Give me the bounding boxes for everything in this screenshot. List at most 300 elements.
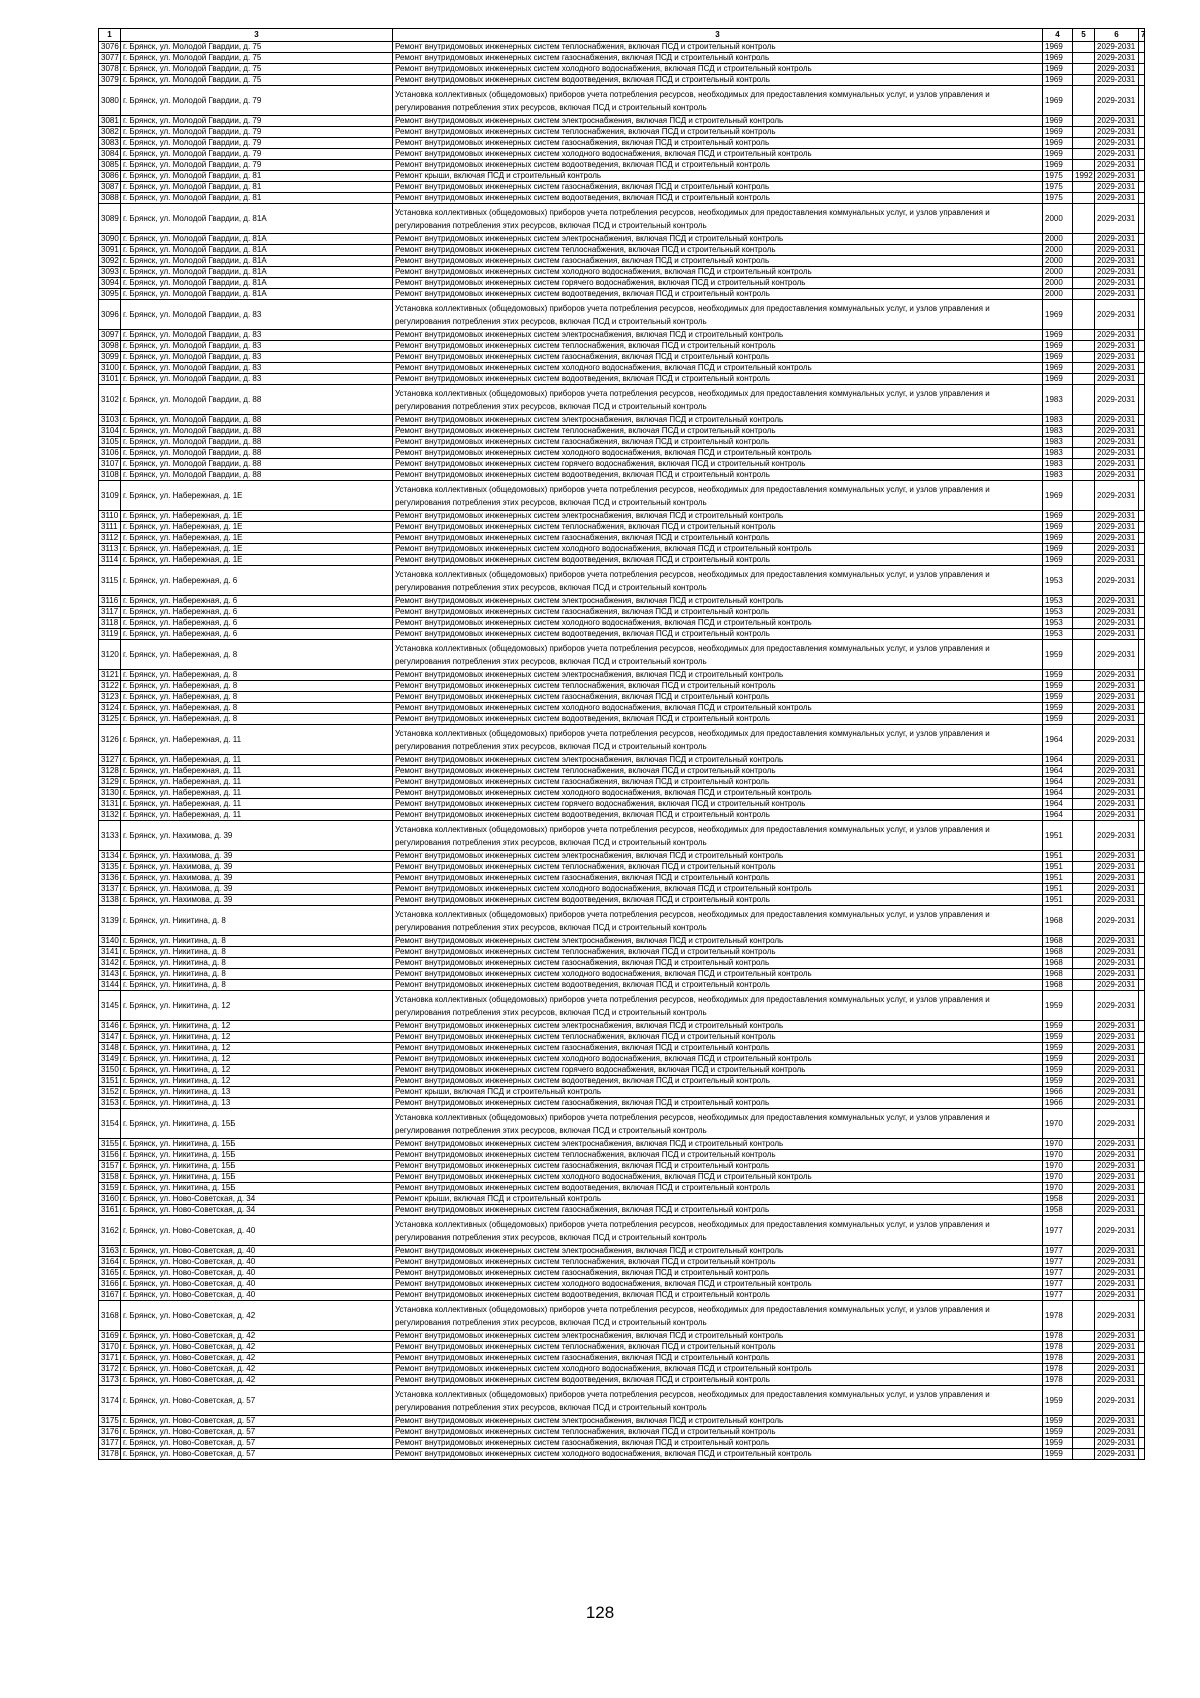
row-work-type: Ремонт внутридомовых инженерных систем холодного водоснабжения, включая ПСД и строительный контроль bbox=[393, 884, 1043, 895]
table-row bbox=[99, 193, 1145, 204]
row-address: г. Брянск, ул. Нахимова, д. 39 bbox=[121, 821, 393, 851]
table-row bbox=[99, 596, 1145, 607]
table-row bbox=[99, 1161, 1145, 1172]
row-number: 3135 bbox=[99, 862, 121, 873]
row-repair-year bbox=[1073, 341, 1095, 352]
row-address: г. Брянск, ул. Ново-Советская, д. 57 bbox=[121, 1449, 393, 1460]
row-period: 2029-2031 bbox=[1095, 116, 1139, 127]
row-build-year: 1968 bbox=[1043, 969, 1073, 980]
row-build-year: 1959 bbox=[1043, 703, 1073, 714]
row-col-7 bbox=[1139, 138, 1145, 149]
table-row bbox=[99, 64, 1145, 75]
row-number: 3084 bbox=[99, 149, 121, 160]
row-work-type: Ремонт внутридомовых инженерных систем холодного водоснабжения, включая ПСД и строительный контроль bbox=[393, 969, 1043, 980]
table-row bbox=[99, 415, 1145, 426]
row-col-7 bbox=[1139, 555, 1145, 566]
table-row bbox=[99, 1427, 1145, 1438]
table-header-row bbox=[99, 29, 1145, 42]
row-number: 3122 bbox=[99, 681, 121, 692]
table-row bbox=[99, 799, 1145, 810]
row-work-type: Ремонт внутридомовых инженерных систем газоснабжения, включая ПСД и строительный контроль bbox=[393, 777, 1043, 788]
table-row bbox=[99, 1098, 1145, 1109]
table-row bbox=[99, 1257, 1145, 1268]
table-row bbox=[99, 936, 1145, 947]
row-repair-year bbox=[1073, 245, 1095, 256]
row-build-year: 1970 bbox=[1043, 1150, 1073, 1161]
row-repair-year bbox=[1073, 470, 1095, 481]
row-period: 2029-2031 bbox=[1095, 341, 1139, 352]
row-repair-year bbox=[1073, 437, 1095, 448]
row-col-7 bbox=[1139, 267, 1145, 278]
row-period: 2029-2031 bbox=[1095, 895, 1139, 906]
row-repair-year bbox=[1073, 1375, 1095, 1386]
row-repair-year bbox=[1073, 1353, 1095, 1364]
table-row bbox=[99, 374, 1145, 385]
row-col-7 bbox=[1139, 1268, 1145, 1279]
row-build-year: 1983 bbox=[1043, 426, 1073, 437]
row-address: г. Брянск, ул. Никитина, д. 15Б bbox=[121, 1161, 393, 1172]
row-build-year: 1969 bbox=[1043, 300, 1073, 330]
row-number: 3113 bbox=[99, 544, 121, 555]
row-build-year: 1969 bbox=[1043, 374, 1073, 385]
row-address: г. Брянск, ул. Набережная, д. 6 bbox=[121, 618, 393, 629]
row-repair-year bbox=[1073, 448, 1095, 459]
row-period: 2029-2031 bbox=[1095, 799, 1139, 810]
row-work-type: Ремонт внутридомовых инженерных систем газоснабжения, включая ПСД и строительный контроль bbox=[393, 873, 1043, 884]
row-address: г. Брянск, ул. Никитина, д. 15Б bbox=[121, 1139, 393, 1150]
row-period: 2029-2031 bbox=[1095, 511, 1139, 522]
row-build-year: 1959 bbox=[1043, 714, 1073, 725]
row-number: 3120 bbox=[99, 640, 121, 670]
row-address: г. Брянск, ул. Нахимова, д. 39 bbox=[121, 884, 393, 895]
row-work-type: Ремонт внутридомовых инженерных систем теплоснабжения, включая ПСД и строительный контроль bbox=[393, 42, 1043, 53]
row-build-year: 1964 bbox=[1043, 766, 1073, 777]
row-address: г. Брянск, ул. Набережная, д. 8 bbox=[121, 703, 393, 714]
row-work-type: Ремонт внутридомовых инженерных систем электроснабжения, включая ПСД и строительный контроль bbox=[393, 234, 1043, 245]
row-address: г. Брянск, ул. Ново-Советская, д. 42 bbox=[121, 1331, 393, 1342]
row-repair-year bbox=[1073, 958, 1095, 969]
row-build-year: 1958 bbox=[1043, 1194, 1073, 1205]
row-number: 3078 bbox=[99, 64, 121, 75]
row-address: г. Брянск, ул. Молодой Гвардии, д. 81А bbox=[121, 278, 393, 289]
row-address: г. Брянск, ул. Молодой Гвардии, д. 75 bbox=[121, 53, 393, 64]
row-work-type: Установка коллективных (общедомовых) приборов учета потребления ресурсов, необходимых для предоставления коммунальных услуг, и узлов управления и регулирования потребления этих ресурсов, включая ПСД и строительный контроль bbox=[393, 640, 1043, 670]
row-address: г. Брянск, ул. Молодой Гвардии, д. 83 bbox=[121, 352, 393, 363]
row-number: 3152 bbox=[99, 1087, 121, 1098]
row-period: 2029-2031 bbox=[1095, 1301, 1139, 1331]
row-build-year: 1983 bbox=[1043, 415, 1073, 426]
row-build-year: 1983 bbox=[1043, 459, 1073, 470]
row-col-7 bbox=[1139, 862, 1145, 873]
row-address: г. Брянск, ул. Набережная, д. 11 bbox=[121, 788, 393, 799]
row-col-7 bbox=[1139, 1375, 1145, 1386]
table-row bbox=[99, 363, 1145, 374]
row-repair-year bbox=[1073, 204, 1095, 234]
row-period: 2029-2031 bbox=[1095, 936, 1139, 947]
row-period: 2029-2031 bbox=[1095, 1257, 1139, 1268]
row-build-year: 1959 bbox=[1043, 1043, 1073, 1054]
row-work-type: Ремонт внутридомовых инженерных систем водоотведения, включая ПСД и строительный контроль bbox=[393, 555, 1043, 566]
table-row bbox=[99, 681, 1145, 692]
row-number: 3077 bbox=[99, 53, 121, 64]
row-period: 2029-2031 bbox=[1095, 873, 1139, 884]
row-build-year: 2000 bbox=[1043, 256, 1073, 267]
row-number: 3137 bbox=[99, 884, 121, 895]
table-row bbox=[99, 341, 1145, 352]
row-period: 2029-2031 bbox=[1095, 1342, 1139, 1353]
row-build-year: 1969 bbox=[1043, 330, 1073, 341]
row-work-type: Ремонт внутридомовых инженерных систем холодного водоснабжения, включая ПСД и строительный контроль bbox=[393, 149, 1043, 160]
row-repair-year bbox=[1073, 1139, 1095, 1150]
row-period: 2029-2031 bbox=[1095, 788, 1139, 799]
row-col-7 bbox=[1139, 1353, 1145, 1364]
row-number: 3171 bbox=[99, 1353, 121, 1364]
row-number: 3148 bbox=[99, 1043, 121, 1054]
row-period: 2029-2031 bbox=[1095, 692, 1139, 703]
row-period: 2029-2031 bbox=[1095, 204, 1139, 234]
row-work-type: Ремонт внутридомовых инженерных систем электроснабжения, включая ПСД и строительный контроль bbox=[393, 670, 1043, 681]
row-work-type: Ремонт внутридомовых инженерных систем газоснабжения, включая ПСД и строительный контроль bbox=[393, 1161, 1043, 1172]
row-work-type: Ремонт внутридомовых инженерных систем теплоснабжения, включая ПСД и строительный контроль bbox=[393, 426, 1043, 437]
row-address: г. Брянск, ул. Никитина, д. 12 bbox=[121, 1043, 393, 1054]
row-col-7 bbox=[1139, 884, 1145, 895]
row-repair-year bbox=[1073, 1087, 1095, 1098]
row-build-year: 1964 bbox=[1043, 725, 1073, 755]
row-work-type: Установка коллективных (общедомовых) приборов учета потребления ресурсов, необходимых для предоставления коммунальных услуг, и узлов управления и регулирования потребления этих ресурсов, включая ПСД и строительный контроль bbox=[393, 821, 1043, 851]
row-col-7 bbox=[1139, 1150, 1145, 1161]
row-build-year: 1969 bbox=[1043, 127, 1073, 138]
row-work-type: Ремонт крыши, включая ПСД и строительный контроль bbox=[393, 1194, 1043, 1205]
table-row bbox=[99, 1076, 1145, 1087]
row-work-type: Ремонт внутридомовых инженерных систем холодного водоснабжения, включая ПСД и строительный контроль bbox=[393, 1054, 1043, 1065]
row-number: 3079 bbox=[99, 75, 121, 86]
row-col-7 bbox=[1139, 596, 1145, 607]
row-col-7 bbox=[1139, 755, 1145, 766]
row-work-type: Ремонт внутридомовых инженерных систем водоотведения, включая ПСД и строительный контроль bbox=[393, 714, 1043, 725]
row-period: 2029-2031 bbox=[1095, 1161, 1139, 1172]
row-repair-year bbox=[1073, 1438, 1095, 1449]
row-col-7 bbox=[1139, 127, 1145, 138]
table-row bbox=[99, 330, 1145, 341]
row-col-7 bbox=[1139, 1301, 1145, 1331]
row-build-year: 1970 bbox=[1043, 1183, 1073, 1194]
row-period: 2029-2031 bbox=[1095, 234, 1139, 245]
table-row bbox=[99, 1301, 1145, 1331]
row-period: 2029-2031 bbox=[1095, 1331, 1139, 1342]
row-build-year: 1953 bbox=[1043, 596, 1073, 607]
row-number: 3136 bbox=[99, 873, 121, 884]
row-build-year: 1966 bbox=[1043, 1098, 1073, 1109]
row-period: 2029-2031 bbox=[1095, 1375, 1139, 1386]
row-build-year: 1964 bbox=[1043, 755, 1073, 766]
row-repair-year bbox=[1073, 426, 1095, 437]
row-repair-year bbox=[1073, 692, 1095, 703]
row-number: 3111 bbox=[99, 522, 121, 533]
table-row bbox=[99, 555, 1145, 566]
row-repair-year bbox=[1073, 289, 1095, 300]
row-number: 3169 bbox=[99, 1331, 121, 1342]
row-col-7 bbox=[1139, 1279, 1145, 1290]
table-row bbox=[99, 1386, 1145, 1416]
row-build-year: 1953 bbox=[1043, 629, 1073, 640]
row-period: 2029-2031 bbox=[1095, 1353, 1139, 1364]
row-number: 3175 bbox=[99, 1416, 121, 1427]
table-row bbox=[99, 171, 1145, 182]
row-number: 3177 bbox=[99, 1438, 121, 1449]
row-repair-year bbox=[1073, 1257, 1095, 1268]
row-number: 3141 bbox=[99, 947, 121, 958]
row-number: 3150 bbox=[99, 1065, 121, 1076]
works-table bbox=[98, 28, 1145, 1460]
row-work-type: Установка коллективных (общедомовых) приборов учета потребления ресурсов, необходимых для предоставления коммунальных услуг, и узлов управления и регулирования потребления этих ресурсов, включая ПСД и строительный контроль bbox=[393, 725, 1043, 755]
table-row bbox=[99, 1331, 1145, 1342]
table-row bbox=[99, 1172, 1145, 1183]
row-repair-year bbox=[1073, 607, 1095, 618]
row-work-type: Ремонт внутридомовых инженерных систем теплоснабжения, включая ПСД и строительный контроль bbox=[393, 522, 1043, 533]
row-col-7 bbox=[1139, 1257, 1145, 1268]
row-build-year: 2000 bbox=[1043, 278, 1073, 289]
row-number: 3130 bbox=[99, 788, 121, 799]
table-row bbox=[99, 1032, 1145, 1043]
row-address: г. Брянск, ул. Молодой Гвардии, д. 81 bbox=[121, 171, 393, 182]
row-number: 3097 bbox=[99, 330, 121, 341]
row-col-7 bbox=[1139, 1290, 1145, 1301]
table-row bbox=[99, 385, 1145, 415]
row-build-year: 1958 bbox=[1043, 1205, 1073, 1216]
row-work-type: Ремонт внутридомовых инженерных систем газоснабжения, включая ПСД и строительный контроль bbox=[393, 1353, 1043, 1364]
row-build-year: 1969 bbox=[1043, 363, 1073, 374]
row-col-7 bbox=[1139, 300, 1145, 330]
row-build-year: 1964 bbox=[1043, 788, 1073, 799]
row-build-year: 1953 bbox=[1043, 607, 1073, 618]
row-col-7 bbox=[1139, 1021, 1145, 1032]
row-number: 3157 bbox=[99, 1161, 121, 1172]
row-address: г. Брянск, ул. Молодой Гвардии, д. 79 bbox=[121, 138, 393, 149]
table-row bbox=[99, 1246, 1145, 1257]
row-address: г. Брянск, ул. Ново-Советская, д. 40 bbox=[121, 1246, 393, 1257]
row-number: 3080 bbox=[99, 86, 121, 116]
row-col-7 bbox=[1139, 341, 1145, 352]
row-work-type: Ремонт внутридомовых инженерных систем водоотведения, включая ПСД и строительный контроль bbox=[393, 193, 1043, 204]
row-repair-year bbox=[1073, 160, 1095, 171]
row-repair-year bbox=[1073, 533, 1095, 544]
row-col-7 bbox=[1139, 374, 1145, 385]
row-number: 3163 bbox=[99, 1246, 121, 1257]
row-repair-year bbox=[1073, 555, 1095, 566]
row-address: г. Брянск, ул. Нахимова, д. 39 bbox=[121, 873, 393, 884]
row-work-type: Ремонт внутридомовых инженерных систем газоснабжения, включая ПСД и строительный контроль bbox=[393, 352, 1043, 363]
row-work-type: Ремонт внутридомовых инженерных систем электроснабжения, включая ПСД и строительный контроль bbox=[393, 511, 1043, 522]
row-period: 2029-2031 bbox=[1095, 182, 1139, 193]
row-repair-year bbox=[1073, 936, 1095, 947]
row-work-type: Ремонт внутридомовых инженерных систем теплоснабжения, включая ПСД и строительный контроль bbox=[393, 1427, 1043, 1438]
row-work-type: Ремонт внутридомовых инженерных систем электроснабжения, включая ПСД и строительный контроль bbox=[393, 596, 1043, 607]
row-col-7 bbox=[1139, 991, 1145, 1021]
row-number: 3102 bbox=[99, 385, 121, 415]
row-number: 3083 bbox=[99, 138, 121, 149]
row-col-7 bbox=[1139, 692, 1145, 703]
table-row bbox=[99, 618, 1145, 629]
row-address: г. Брянск, ул. Набережная, д. 11 bbox=[121, 810, 393, 821]
row-build-year: 2000 bbox=[1043, 234, 1073, 245]
table-row bbox=[99, 1065, 1145, 1076]
row-repair-year bbox=[1073, 969, 1095, 980]
row-col-7 bbox=[1139, 426, 1145, 437]
row-address: г. Брянск, ул. Набережная, д. 11 bbox=[121, 766, 393, 777]
row-period: 2029-2031 bbox=[1095, 127, 1139, 138]
row-build-year: 1969 bbox=[1043, 511, 1073, 522]
row-address: г. Брянск, ул. Никитина, д. 8 bbox=[121, 936, 393, 947]
row-repair-year bbox=[1073, 1065, 1095, 1076]
row-build-year: 1969 bbox=[1043, 149, 1073, 160]
row-address: г. Брянск, ул. Ново-Советская, д. 40 bbox=[121, 1290, 393, 1301]
table-row bbox=[99, 533, 1145, 544]
row-number: 3124 bbox=[99, 703, 121, 714]
row-col-7 bbox=[1139, 204, 1145, 234]
row-address: г. Брянск, ул. Никитина, д. 13 bbox=[121, 1087, 393, 1098]
row-number: 3139 bbox=[99, 906, 121, 936]
row-build-year: 1969 bbox=[1043, 544, 1073, 555]
row-repair-year bbox=[1073, 821, 1095, 851]
row-number: 3143 bbox=[99, 969, 121, 980]
row-work-type: Ремонт внутридомовых инженерных систем электроснабжения, включая ПСД и строительный контроль bbox=[393, 1139, 1043, 1150]
row-period: 2029-2031 bbox=[1095, 448, 1139, 459]
row-number: 3098 bbox=[99, 341, 121, 352]
row-build-year: 1970 bbox=[1043, 1161, 1073, 1172]
row-work-type: Установка коллективных (общедомовых) приборов учета потребления ресурсов, необходимых для предоставления коммунальных услуг, и узлов управления и регулирования потребления этих ресурсов, включая ПСД и строительный контроль bbox=[393, 86, 1043, 116]
row-repair-year bbox=[1073, 1161, 1095, 1172]
row-work-type: Ремонт крыши, включая ПСД и строительный контроль bbox=[393, 171, 1043, 182]
row-period: 2029-2031 bbox=[1095, 1279, 1139, 1290]
table-row bbox=[99, 703, 1145, 714]
page-number: 128 bbox=[585, 1603, 615, 1622]
row-col-7 bbox=[1139, 788, 1145, 799]
row-number: 3099 bbox=[99, 352, 121, 363]
table-row bbox=[99, 544, 1145, 555]
row-period: 2029-2031 bbox=[1095, 459, 1139, 470]
table-row bbox=[99, 256, 1145, 267]
row-period: 2029-2031 bbox=[1095, 980, 1139, 991]
row-col-7 bbox=[1139, 947, 1145, 958]
table-row bbox=[99, 267, 1145, 278]
row-build-year: 1975 bbox=[1043, 182, 1073, 193]
row-period: 2029-2031 bbox=[1095, 991, 1139, 1021]
row-number: 3092 bbox=[99, 256, 121, 267]
row-number: 3167 bbox=[99, 1290, 121, 1301]
row-number: 3094 bbox=[99, 278, 121, 289]
row-col-7 bbox=[1139, 182, 1145, 193]
row-number: 3121 bbox=[99, 670, 121, 681]
row-work-type: Ремонт крыши, включая ПСД и строительный контроль bbox=[393, 1087, 1043, 1098]
row-build-year: 1977 bbox=[1043, 1279, 1073, 1290]
row-build-year: 1978 bbox=[1043, 1301, 1073, 1331]
row-number: 3138 bbox=[99, 895, 121, 906]
row-work-type: Ремонт внутридомовых инженерных систем теплоснабжения, включая ПСД и строительный контроль bbox=[393, 681, 1043, 692]
table-row bbox=[99, 204, 1145, 234]
row-period: 2029-2031 bbox=[1095, 1021, 1139, 1032]
row-col-7 bbox=[1139, 1087, 1145, 1098]
row-address: г. Брянск, ул. Никитина, д. 15Б bbox=[121, 1183, 393, 1194]
row-address: г. Брянск, ул. Набережная, д. 6 bbox=[121, 607, 393, 618]
table-row bbox=[99, 1150, 1145, 1161]
row-col-7 bbox=[1139, 1449, 1145, 1460]
table-row bbox=[99, 86, 1145, 116]
row-number: 3101 bbox=[99, 374, 121, 385]
row-build-year: 1964 bbox=[1043, 810, 1073, 821]
row-col-7 bbox=[1139, 1246, 1145, 1257]
row-number: 3119 bbox=[99, 629, 121, 640]
row-col-7 bbox=[1139, 1065, 1145, 1076]
row-build-year: 1959 bbox=[1043, 681, 1073, 692]
table-row bbox=[99, 75, 1145, 86]
row-build-year: 1959 bbox=[1043, 1416, 1073, 1427]
row-address: г. Брянск, ул. Молодой Гвардии, д. 88 bbox=[121, 448, 393, 459]
row-number: 3106 bbox=[99, 448, 121, 459]
table-row bbox=[99, 821, 1145, 851]
row-period: 2029-2031 bbox=[1095, 533, 1139, 544]
row-repair-year bbox=[1073, 300, 1095, 330]
row-repair-year bbox=[1073, 64, 1095, 75]
row-build-year: 2000 bbox=[1043, 204, 1073, 234]
row-col-7 bbox=[1139, 681, 1145, 692]
row-address: г. Брянск, ул. Молодой Гвардии, д. 81 bbox=[121, 182, 393, 193]
row-address: г. Брянск, ул. Никитина, д. 12 bbox=[121, 1021, 393, 1032]
row-col-7 bbox=[1139, 1438, 1145, 1449]
row-period: 2029-2031 bbox=[1095, 1364, 1139, 1375]
row-address: г. Брянск, ул. Ново-Советская, д. 34 bbox=[121, 1194, 393, 1205]
row-build-year: 1969 bbox=[1043, 75, 1073, 86]
row-address: г. Брянск, ул. Ново-Советская, д. 34 bbox=[121, 1205, 393, 1216]
register-sheet bbox=[98, 28, 1144, 1460]
row-repair-year bbox=[1073, 1150, 1095, 1161]
row-address: г. Брянск, ул. Ново-Советская, д. 40 bbox=[121, 1216, 393, 1246]
row-number: 3116 bbox=[99, 596, 121, 607]
row-address: г. Брянск, ул. Молодой Гвардии, д. 88 bbox=[121, 426, 393, 437]
row-build-year: 1964 bbox=[1043, 777, 1073, 788]
row-col-7 bbox=[1139, 1054, 1145, 1065]
row-col-7 bbox=[1139, 330, 1145, 341]
row-period: 2029-2031 bbox=[1095, 810, 1139, 821]
row-repair-year bbox=[1073, 256, 1095, 267]
table-row bbox=[99, 1375, 1145, 1386]
row-number: 3154 bbox=[99, 1109, 121, 1139]
row-address: г. Брянск, ул. Никитина, д. 8 bbox=[121, 969, 393, 980]
row-work-type: Ремонт внутридомовых инженерных систем электроснабжения, включая ПСД и строительный контроль bbox=[393, 936, 1043, 947]
table-row bbox=[99, 1216, 1145, 1246]
row-col-7 bbox=[1139, 725, 1145, 755]
row-period: 2029-2031 bbox=[1095, 75, 1139, 86]
row-work-type: Ремонт внутридомовых инженерных систем газоснабжения, включая ПСД и строительный контроль bbox=[393, 533, 1043, 544]
row-period: 2029-2031 bbox=[1095, 160, 1139, 171]
row-work-type: Ремонт внутридомовых инженерных систем теплоснабжения, включая ПСД и строительный контроль bbox=[393, 1257, 1043, 1268]
table-row bbox=[99, 470, 1145, 481]
row-build-year: 1977 bbox=[1043, 1216, 1073, 1246]
table-row bbox=[99, 1139, 1145, 1150]
row-repair-year bbox=[1073, 596, 1095, 607]
row-build-year: 1959 bbox=[1043, 1438, 1073, 1449]
row-number: 3161 bbox=[99, 1205, 121, 1216]
row-address: г. Брянск, ул. Молодой Гвардии, д. 88 bbox=[121, 385, 393, 415]
header-col-6: 6 bbox=[1095, 29, 1139, 42]
row-col-7 bbox=[1139, 969, 1145, 980]
table-row bbox=[99, 1290, 1145, 1301]
row-work-type: Ремонт внутридомовых инженерных систем газоснабжения, включая ПСД и строительный контроль bbox=[393, 692, 1043, 703]
row-period: 2029-2031 bbox=[1095, 363, 1139, 374]
row-work-type: Ремонт внутридомовых инженерных систем газоснабжения, включая ПСД и строительный контроль bbox=[393, 958, 1043, 969]
table-row bbox=[99, 1194, 1145, 1205]
row-period: 2029-2031 bbox=[1095, 906, 1139, 936]
row-build-year: 1978 bbox=[1043, 1364, 1073, 1375]
